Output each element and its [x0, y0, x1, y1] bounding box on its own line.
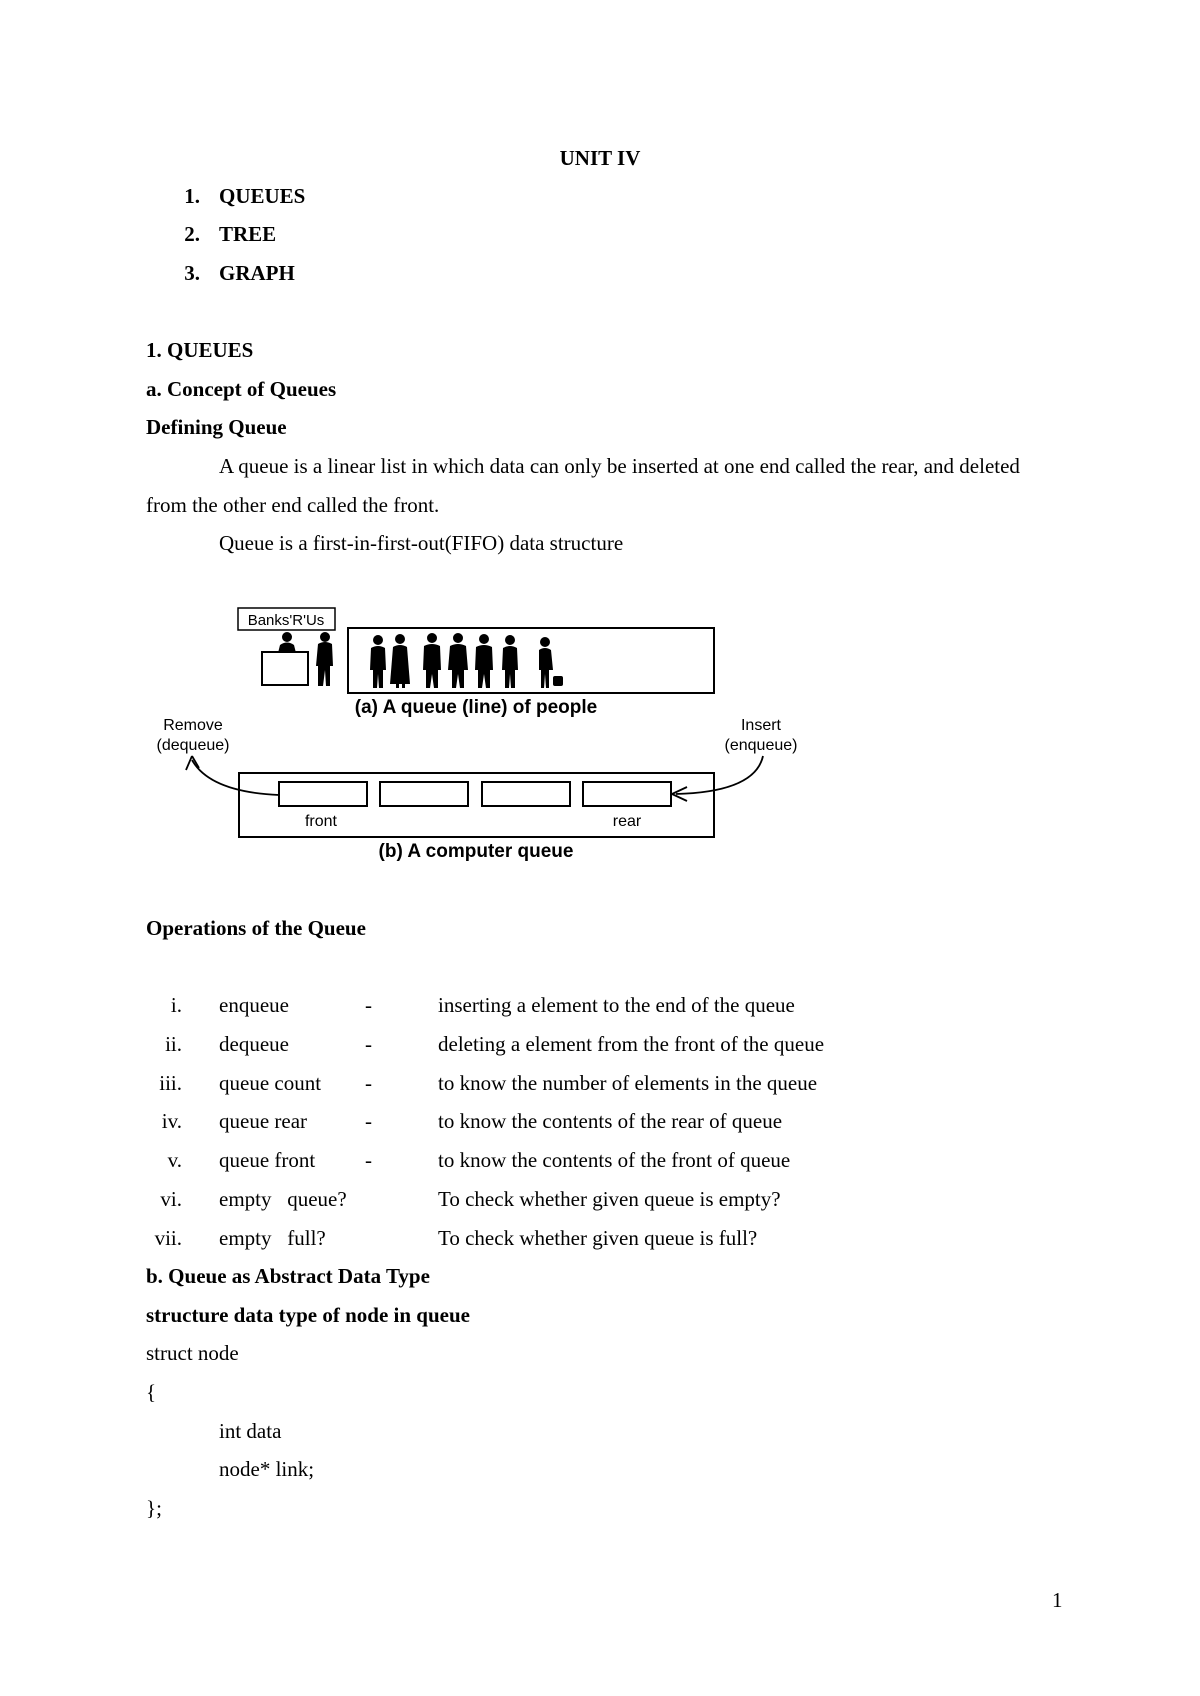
page-title: UNIT IV	[559, 146, 641, 170]
toc-number: 3.	[184, 261, 200, 285]
operation-dash: -	[365, 993, 372, 1017]
bank-sign-label: Banks'R'Us	[247, 612, 325, 629]
operation-name: empty full?	[219, 1226, 326, 1250]
figure-caption-a: (a) A queue (line) of people	[354, 697, 598, 718]
front-label: front	[304, 813, 338, 830]
operation-description: to know the contents of the front of queue	[438, 1148, 791, 1172]
code-line: struct node	[146, 1341, 239, 1365]
operation-number: v.	[167, 1148, 182, 1172]
figure-caption-b: (b) A computer queue	[378, 841, 574, 862]
operations-heading: Operations of the Queue	[146, 916, 366, 940]
dequeue-label: (dequeue)	[156, 737, 230, 754]
operation-dash: -	[365, 1071, 372, 1095]
subsection-heading: a. Concept of Queues	[146, 377, 337, 401]
operation-dash: -	[365, 1032, 372, 1056]
operation-name: empty queue?	[219, 1187, 347, 1211]
subsection-heading: b. Queue as Abstract Data Type	[146, 1264, 430, 1288]
operation-number: i.	[170, 993, 182, 1017]
teller-person-icon	[278, 632, 296, 653]
operation-number: ii.	[165, 1032, 182, 1056]
code-line: };	[146, 1496, 162, 1520]
toc-number: 1.	[184, 184, 200, 208]
operation-number: vi.	[160, 1187, 182, 1211]
operation-description: inserting a element to the end of the queue	[438, 993, 795, 1017]
operation-dash: -	[365, 1148, 372, 1172]
defining-queue-heading: Defining Queue	[146, 415, 287, 439]
operation-name: queue front	[219, 1148, 316, 1172]
rear-label: rear	[612, 813, 642, 830]
operation-number: vii.	[154, 1226, 182, 1250]
operation-dash: -	[365, 1109, 372, 1133]
operation-name: enqueue	[219, 993, 289, 1017]
toc-item-tree: TREE	[219, 222, 277, 246]
operation-description: to know the number of elements in the queue	[438, 1071, 818, 1095]
operation-description: deleting a element from the front of the queue	[438, 1032, 825, 1056]
page-number: 1	[1052, 1588, 1063, 1612]
remove-label: Remove	[163, 717, 223, 734]
code-line: int data	[219, 1419, 282, 1443]
toc-item-queues: QUEUES	[219, 184, 306, 208]
operation-name: queue count	[219, 1071, 322, 1095]
operation-number: iii.	[159, 1071, 182, 1095]
insert-label: Insert	[740, 717, 782, 734]
enqueue-label: (enqueue)	[724, 737, 798, 754]
code-line: {	[146, 1380, 157, 1404]
operation-description: To check whether given queue is full?	[438, 1226, 758, 1250]
queue-cell	[279, 782, 367, 806]
struct-heading: structure data type of node in queue	[146, 1303, 470, 1327]
fifo-text: Queue is a first-in-first-out(FIFO) data structure	[219, 531, 624, 555]
customer-at-counter-icon	[316, 632, 333, 686]
queue-cell	[482, 782, 570, 806]
section-heading: 1. QUEUES	[146, 338, 254, 362]
operation-description: To check whether given queue is empty?	[438, 1187, 781, 1211]
toc-item-graph: GRAPH	[219, 261, 295, 285]
definition-text: from the other end called the front.	[146, 493, 440, 517]
toc-number: 2.	[184, 222, 200, 246]
operation-name: queue rear	[219, 1109, 308, 1133]
teller-desk	[262, 652, 308, 685]
queue-cell	[380, 782, 468, 806]
queue-cell	[583, 782, 671, 806]
operation-number: iv.	[161, 1109, 182, 1133]
definition-text: A queue is a linear list in which data can only be inserted at one end called the rear, and deleted	[219, 454, 1020, 478]
operation-name: dequeue	[219, 1032, 289, 1056]
operation-description: to know the contents of the rear of queue	[438, 1109, 783, 1133]
code-line: node* link;	[219, 1457, 315, 1481]
